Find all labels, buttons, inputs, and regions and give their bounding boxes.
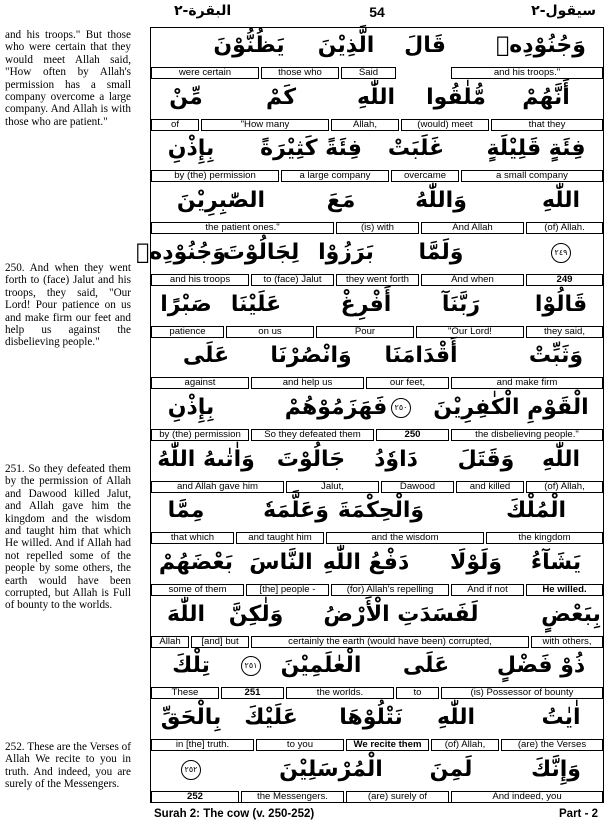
arabic-word: أَنَّهُمْ xyxy=(522,84,570,110)
arabic-word: وَجُنُوْدِهٖ xyxy=(496,33,586,58)
gloss-box: the patient ones." xyxy=(151,222,334,234)
gloss-box: (of) Allah. xyxy=(526,222,603,234)
arabic-word: لَفَسَدَتِ الْأَرْضُ xyxy=(323,601,479,627)
gloss-box: against xyxy=(151,377,249,389)
arabic-word: الْمُلْكَ xyxy=(505,498,567,524)
gloss-line xyxy=(151,791,603,805)
arabic-word: الصّٰبِرِيْنَ xyxy=(176,188,266,214)
translation-block: and his troops." But those who were certain that they would meet Allah said, "How often by Allah's permission has a small company overcome a large company. And Allah is with those who are patient." xyxy=(5,29,131,128)
gloss-box: of xyxy=(151,119,199,131)
arabic-line xyxy=(151,442,603,481)
verse-row xyxy=(151,287,603,339)
verse-row xyxy=(151,752,603,804)
verse-row xyxy=(151,131,603,183)
arabic-word: عَلَى xyxy=(182,343,230,369)
arabic-word: الْقَوْمِ الْكٰفِرِيْنَ xyxy=(433,394,589,420)
gloss-box: overcame xyxy=(391,170,459,182)
gloss-box: to (face) Jalut xyxy=(251,274,334,286)
gloss-box: (is) Possessor of bounty xyxy=(441,687,603,699)
gloss-box: to you xyxy=(256,739,344,751)
arabic-word: بِإِذْنِ xyxy=(167,394,215,420)
verse-row xyxy=(151,700,603,752)
verse-row xyxy=(151,80,603,132)
gloss-box: Dawood xyxy=(381,481,454,493)
arabic-word: الْمُرْسَلِيْنَ xyxy=(279,756,383,782)
gloss-box: (are) surely of xyxy=(346,791,449,803)
arabic-word: أَفْرِغْ xyxy=(340,291,392,317)
gloss-box: Allah xyxy=(151,636,189,648)
arabic-line xyxy=(151,493,603,532)
gloss-box: [and] but xyxy=(191,636,249,648)
arabic-word: يَشَآءُ xyxy=(530,550,582,575)
arabic-line xyxy=(151,131,603,170)
gloss-box: (for) Allah's repelling xyxy=(331,584,449,596)
verse-number-marker: ٢٤٩ xyxy=(551,243,571,263)
arabic-word: وَعَلَّمَهٗ xyxy=(263,498,329,524)
gloss-box: and taught him xyxy=(236,532,324,544)
arabic-word: لَمِنَ xyxy=(429,756,473,782)
arabic-word: مِمَّا xyxy=(167,498,205,524)
arabic-word: وَثَبِّتْ xyxy=(528,343,584,369)
gloss-box: and help us xyxy=(251,377,364,389)
gloss-box: by (the) permission xyxy=(151,170,279,182)
arabic-line xyxy=(151,80,603,119)
arabic-line xyxy=(151,545,603,584)
gloss-box: So they defeated them xyxy=(251,429,374,441)
juz-name-header: سيقول-٢ xyxy=(531,3,596,19)
gloss-box: 251 xyxy=(221,687,284,699)
gloss-box: patience xyxy=(151,326,224,338)
arabic-word: بَرَزُوْا xyxy=(318,239,374,265)
arabic-word: عَلَيْكَ xyxy=(244,705,298,731)
arabic-word: مُّلٰقُوا xyxy=(426,84,486,110)
arabic-line xyxy=(151,597,603,636)
gloss-box: they said, xyxy=(526,326,603,338)
surah-name-header: البقرة-٢ xyxy=(174,3,232,19)
gloss-box: a small company xyxy=(461,170,603,182)
gloss-box: Said xyxy=(341,67,396,79)
arabic-line xyxy=(151,183,603,222)
arabic-word: ذُوْ فَضْلٍ xyxy=(496,653,586,679)
arabic-word: رَبَّنَآ xyxy=(441,291,481,317)
arabic-word: وَجُنُوْدِهٖ xyxy=(136,239,226,265)
arabic-word: وَانْصُرْنَا xyxy=(270,343,352,369)
gloss-box: certainly the earth (would have been) corrupted, xyxy=(251,636,529,648)
arabic-word: قَالَ xyxy=(404,33,446,58)
gloss-box: they went forth xyxy=(336,274,419,286)
arabic-word: صَبْرًا xyxy=(160,291,212,317)
gloss-box: And indeed, you xyxy=(451,791,603,803)
arabic-word: وَاٰتٰىهُ اللّٰهُ xyxy=(157,446,255,472)
arabic-word: اللّٰهِ xyxy=(541,188,581,214)
verse-row xyxy=(151,338,603,390)
arabic-line xyxy=(151,648,603,687)
arabic-word: وَالْحِكْمَةَ xyxy=(337,498,425,524)
gloss-box: (is) with xyxy=(336,222,419,234)
gloss-box: the kingdom xyxy=(486,532,603,544)
gloss-box: in [the] truth. xyxy=(151,739,254,751)
arabic-word: اللّٰهِ xyxy=(436,705,476,731)
arabic-line xyxy=(151,287,603,326)
verse-row xyxy=(151,442,603,494)
arabic-word: غَلَبَتْ xyxy=(387,136,445,162)
gloss-box: by (the) permission xyxy=(151,429,249,441)
gloss-box: And Allah xyxy=(421,222,524,234)
arabic-word: وَقَتَلَ xyxy=(457,446,515,472)
arabic-word: بِبَعْضٍ xyxy=(541,601,601,627)
translation-block: 250. And when they went forth to (face) Jalut and his troops, they said, "Our Lord! Pour patience on us and make firm our feet and help us against the disbelieving people." xyxy=(5,262,131,349)
arabic-word: وَلَوْلَا xyxy=(449,550,503,575)
verse-row xyxy=(151,545,603,597)
arabic-line xyxy=(151,390,603,429)
gloss-box: And if not xyxy=(451,584,524,596)
gloss-box: (are) the Verses xyxy=(501,739,603,751)
gloss-box: Allah, xyxy=(331,119,399,131)
word-by-word-grid xyxy=(136,27,604,803)
gloss-box: "How many xyxy=(201,119,329,131)
verse-row xyxy=(151,597,603,649)
gloss-box: the Messengers. xyxy=(241,791,344,803)
gloss-box: And when xyxy=(421,274,524,286)
gloss-box: and make firm xyxy=(451,377,603,389)
arabic-word: فَهَزَمُوْهُمْ xyxy=(284,394,388,420)
arabic-word: يَظُنُّوْنَ xyxy=(213,33,285,58)
arabic-word: الْعٰلَمِيْنَ xyxy=(280,653,362,679)
gloss-box: that they xyxy=(491,119,603,131)
arabic-word: فِئَةً كَثِيْرَةً xyxy=(260,136,362,162)
gloss-box: (would) meet xyxy=(401,119,489,131)
arabic-word: بَعْضَهُمْ xyxy=(158,550,234,575)
gloss-box: and his troops." xyxy=(451,67,603,79)
arabic-line xyxy=(151,28,603,67)
gloss-box: that which xyxy=(151,532,234,544)
gloss-box: our feet, xyxy=(366,377,449,389)
arabic-word: تِلْكَ xyxy=(172,653,210,679)
arabic-line xyxy=(151,700,603,739)
arabic-word: وَلٰكِنَّ xyxy=(228,601,284,627)
verse-row xyxy=(151,183,603,235)
arabic-word: بِالْحَقِّ xyxy=(160,705,222,731)
arabic-line xyxy=(136,235,603,274)
arabic-line xyxy=(151,752,603,791)
gloss-box: and his troops xyxy=(151,274,249,286)
translation-block: 252. These are the Verses of Allah We recite to you in truth. And indeed, you are surely of the Messengers. xyxy=(5,741,131,791)
gloss-box: 250 xyxy=(376,429,449,441)
arabic-word: اللّٰهَ xyxy=(166,601,206,627)
arabic-word: النَّاسَ xyxy=(249,550,313,575)
gloss-box: on us xyxy=(226,326,314,338)
arabic-word: جَالُوْتَ xyxy=(276,446,346,472)
arabic-word: قَالُوْا xyxy=(534,291,588,317)
gloss-box: He willed. xyxy=(526,584,603,596)
arabic-word: بِإِذْنِ xyxy=(167,136,215,162)
verse-number-marker: ٢٥١ xyxy=(241,656,261,676)
arabic-word: مِّنْ xyxy=(169,84,203,110)
gloss-box: We recite them xyxy=(346,739,429,751)
arabic-word: دَاوٗدُ xyxy=(374,446,418,472)
verse-row xyxy=(151,648,603,700)
verse-row xyxy=(151,28,603,80)
arabic-word: عَلَى xyxy=(402,653,450,679)
verse-row xyxy=(151,390,603,442)
gloss-box: those who xyxy=(261,67,339,79)
footer-surah: Surah 2: The cow (v. 250-252) xyxy=(154,808,315,820)
arabic-word: فِئَةٍ قَلِيْلَةٍ xyxy=(486,136,586,162)
gloss-box: the worlds. xyxy=(286,687,394,699)
arabic-word: وَاللّٰهُ xyxy=(415,188,467,214)
arabic-word: عَلَيْنَا xyxy=(230,291,282,317)
arabic-word: مَعَ xyxy=(326,188,356,214)
gloss-box: the disbelieving people." xyxy=(451,429,603,441)
gloss-box: with others, xyxy=(531,636,603,648)
gloss-box: and the wisdom xyxy=(326,532,484,544)
gloss-box: (of) Allah, xyxy=(431,739,499,751)
gloss-box: [the] people - xyxy=(246,584,329,596)
gloss-box: to xyxy=(396,687,439,699)
gloss-box: These xyxy=(151,687,219,699)
verse-number-marker: ٢٥٢ xyxy=(181,760,201,780)
gloss-box: were certain xyxy=(151,67,259,79)
arabic-word: وَإِنَّكَ xyxy=(531,756,581,782)
gloss-box: "Our Lord! xyxy=(416,326,524,338)
gloss-box: some of them xyxy=(151,584,244,596)
page-footer xyxy=(150,808,604,824)
footer-part: Part - 2 xyxy=(559,808,598,820)
verse-row xyxy=(151,493,603,545)
arabic-word: وَلَمَّا xyxy=(418,239,464,265)
gloss-box: a large company xyxy=(281,170,389,182)
gloss-box: Jalut, xyxy=(286,481,379,493)
gloss-box: 249 xyxy=(526,274,603,286)
gloss-box: and killed xyxy=(456,481,524,493)
arabic-word: لِجَالُوْتَ xyxy=(222,239,300,265)
arabic-word: نَتْلُوْهَا xyxy=(339,705,403,731)
gloss-box: 252 xyxy=(151,791,239,803)
gloss-box: (of) Allah, xyxy=(526,481,603,493)
translation-block: 251. So they defeated them by the permission of Allah and Dawood killed Jalut, and Allah gave him the kingdom and the wisdom and taught him that which He willed. And if Allah had not repelled some of the people by some others, the earth would have been corrupted, but Allah is Full of bounty to the worlds. xyxy=(5,463,131,612)
arabic-word: اٰيٰتُ xyxy=(541,705,581,731)
arabic-word: كَمْ xyxy=(265,84,297,110)
page-header xyxy=(150,0,604,26)
arabic-word: الَّذِيْنَ xyxy=(317,33,375,58)
page-number: 54 xyxy=(369,4,385,20)
verse-row xyxy=(136,235,603,287)
arabic-word: دَفْعُ اللّٰهِ xyxy=(322,550,410,575)
arabic-word: اللّٰهِ xyxy=(356,84,396,110)
gloss-box: and Allah gave him xyxy=(151,481,284,493)
arabic-word: أَقْدَامَنَا xyxy=(384,343,458,369)
verse-number-marker: ٢٥٠ xyxy=(391,398,411,418)
gloss-box: Pour xyxy=(316,326,414,338)
arabic-line xyxy=(151,338,603,377)
arabic-word: اللّٰهِ xyxy=(541,446,581,472)
